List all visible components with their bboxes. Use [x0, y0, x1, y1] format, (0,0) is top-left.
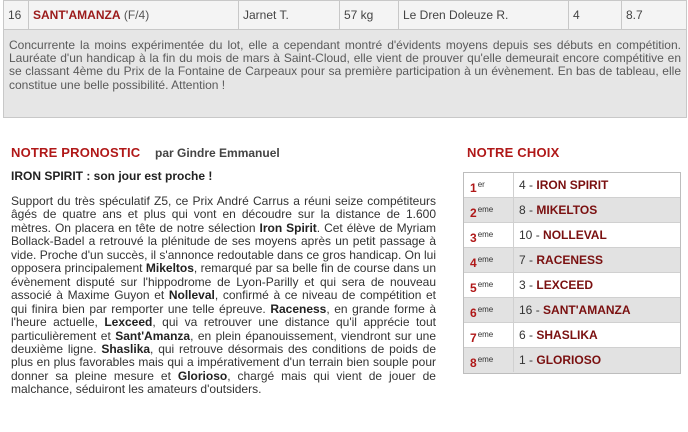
choix-row: [464, 248, 680, 273]
choix-horse-number: 16: [519, 303, 533, 317]
choix-horse-name[interactable]: SANT'AMANZA: [543, 303, 631, 317]
article-text: , qui retrouve désormais des conditions de poids de plus en plus favorables mais qui a impérativement d'un terrain bien souple pour donner sa pleine mesure et: [11, 341, 436, 383]
choix-rank-number: 1: [470, 181, 477, 195]
choix-row: [464, 273, 680, 298]
runner-comment: Concurrente la moins expérimentée du lot, elle a cependant montré d'évidents moyens depuis ses débuts en compétition. Lauréate d'un handicap à la fin du mois de mars à Saint-Cloud, elle vient de prouver qu'elle demeurait encore compétitive en se classant 4ème du Prix de la Fontaine de Carpeaux pour sa première participation à un évènement. En bas de tableau, elle constitue une belle possibilité. Attention !: [9, 38, 681, 92]
choix-rank-suffix: eme: [477, 355, 494, 364]
article-text: , remarqué par sa belle fin de course dans un évènement disputé sur l'hippodrome de Lyon-Parilly et qui sera de nouveau associé à Maxime Guyon et: [11, 261, 436, 303]
choix-rank-number: 8: [470, 356, 477, 370]
choix-horse-number: 7: [519, 253, 526, 267]
choix-row: [464, 223, 680, 248]
choix-row: [464, 198, 680, 223]
choix-horse-number: 3: [519, 278, 526, 292]
choix-row: [464, 173, 680, 198]
choix-horse-name[interactable]: SHASLIKA: [536, 328, 598, 342]
article-text: , qui va retrouver une distance qu'il apprécie tout particulièrement et: [11, 315, 436, 343]
runner-number: 16: [4, 1, 29, 29]
article-horse-name: Mikeltos: [145, 261, 194, 276]
choix-rank-suffix: eme: [477, 280, 494, 289]
choix-row: [464, 348, 680, 373]
article-horse-name: Raceness: [270, 301, 327, 316]
choix-rank-suffix: eme: [477, 305, 494, 314]
choix-horse-number: 10: [519, 228, 533, 242]
choix-horse-number: 8: [519, 203, 526, 217]
choix-rank: [464, 223, 514, 247]
choix-horse-name[interactable]: RACENESS: [536, 253, 604, 267]
runner-weight: 57 kg: [340, 1, 399, 29]
choix-pick: [514, 298, 631, 322]
choix-rank: [464, 298, 514, 322]
choix-horse-number: 4: [519, 178, 526, 192]
runner-category: (F/4): [123, 8, 150, 22]
choix-row: [464, 298, 680, 323]
choix-pick: [514, 348, 601, 372]
choix-rank-number: 4: [470, 256, 477, 270]
runner-trainer: Le Dren Doleuze R.: [399, 1, 569, 29]
choix-rank-number: 5: [470, 281, 477, 295]
choix-rank-number: 7: [470, 331, 477, 345]
choix-separator: -: [525, 278, 537, 292]
choix-rank: [464, 173, 514, 197]
choix-separator: -: [532, 228, 544, 242]
choix-rank-suffix: er: [477, 180, 485, 189]
choix-row: [464, 323, 680, 348]
article-text: , en grande forme à l'heure actuelle,: [11, 301, 437, 330]
choix-rank-number: 2: [470, 206, 477, 220]
pronostic-headline: IRON SPIRIT : son jour est proche !: [11, 169, 213, 183]
choix-table: [463, 172, 681, 374]
choix-horse-number: 6: [519, 328, 526, 342]
choix-horse-name[interactable]: IRON SPIRIT: [536, 178, 609, 192]
choix-separator: -: [525, 253, 537, 267]
article-horse-name: Lexceed: [104, 315, 153, 330]
choix-rank-number: 3: [470, 231, 477, 245]
choix-separator: -: [525, 178, 537, 192]
runner-jockey: Jarnet T.: [239, 1, 340, 29]
choix-pick: [514, 323, 598, 347]
runner-name-link[interactable]: SANT'AMANZA: [33, 8, 121, 22]
article-text: Support du très spéculatif Z5, ce Prix André Carrus a réuni seize compétiteurs âgés de quatre ans et plus qui vont en découdre sur la distance de 1.600 mètres. On placera en tête de notre sélection: [11, 194, 436, 235]
choix-separator: -: [525, 328, 537, 342]
choix-title: NOTRE CHOIX: [467, 145, 560, 160]
article-horse-name: Sant'Amanza: [115, 328, 191, 343]
choix-horse-name[interactable]: MIKELTOS: [536, 203, 598, 217]
choix-rank-number: 6: [470, 306, 477, 320]
runner-row: [3, 0, 687, 30]
choix-separator: -: [525, 203, 537, 217]
choix-pick: [514, 273, 593, 297]
choix-rank-suffix: eme: [477, 330, 494, 339]
choix-rank: [464, 198, 514, 222]
choix-rank-suffix: eme: [477, 255, 494, 264]
runner-cote: 8.7: [626, 8, 643, 22]
choix-pick: [514, 248, 603, 272]
article-horse-name: Shaslika: [101, 341, 151, 356]
pronostic-author: par Gindre Emmanuel: [155, 146, 280, 160]
choix-rank: [464, 273, 514, 297]
pronostic-article: [11, 195, 436, 397]
runner-name-cell: [29, 1, 239, 29]
choix-rank-suffix: eme: [477, 230, 494, 239]
choix-separator: -: [525, 353, 537, 367]
choix-horse-name[interactable]: LEXCEED: [536, 278, 594, 292]
runner-corde: 4: [569, 1, 622, 29]
choix-rank: [464, 323, 514, 347]
article-text: , en plein épanouissement, viendront sur une deuxième ligne.: [11, 328, 437, 356]
article-text: , chargé mais qui vient de jouer de malchance, séduiront les amateurs d'outsiders.: [11, 368, 436, 397]
article-horse-name: Nolleval: [168, 288, 215, 303]
choix-rank: [464, 248, 514, 272]
choix-horse-name[interactable]: GLORIOSO: [536, 353, 602, 367]
choix-pick: [514, 173, 608, 197]
article-text: , confirmé à ce niveau de compétition et qui finira bien par remporter une telle épreuve.: [11, 288, 436, 316]
choix-pick: [514, 198, 597, 222]
article-text: . Cet élève de Myriam Bollack-Badel a retrouvé la plénitude de ses moyens après un petit passage à vide. Proche d'un succès, il s'annonce redoutable dans ce gros handicap. On lui opposera principalement: [11, 220, 436, 276]
choix-separator: -: [532, 303, 544, 317]
runner-comment-box: [3, 30, 687, 118]
choix-rank: [464, 348, 514, 372]
choix-horse-name[interactable]: NOLLEVAL: [543, 228, 607, 242]
choix-horse-number: 1: [519, 353, 526, 367]
choix-rank-suffix: eme: [477, 205, 494, 214]
article-horse-name: Glorioso: [177, 368, 228, 383]
choix-pick: [514, 223, 607, 247]
pronostic-title: NOTRE PRONOSTIC: [11, 145, 141, 160]
article-horse-name: Iron Spirit: [259, 220, 317, 235]
